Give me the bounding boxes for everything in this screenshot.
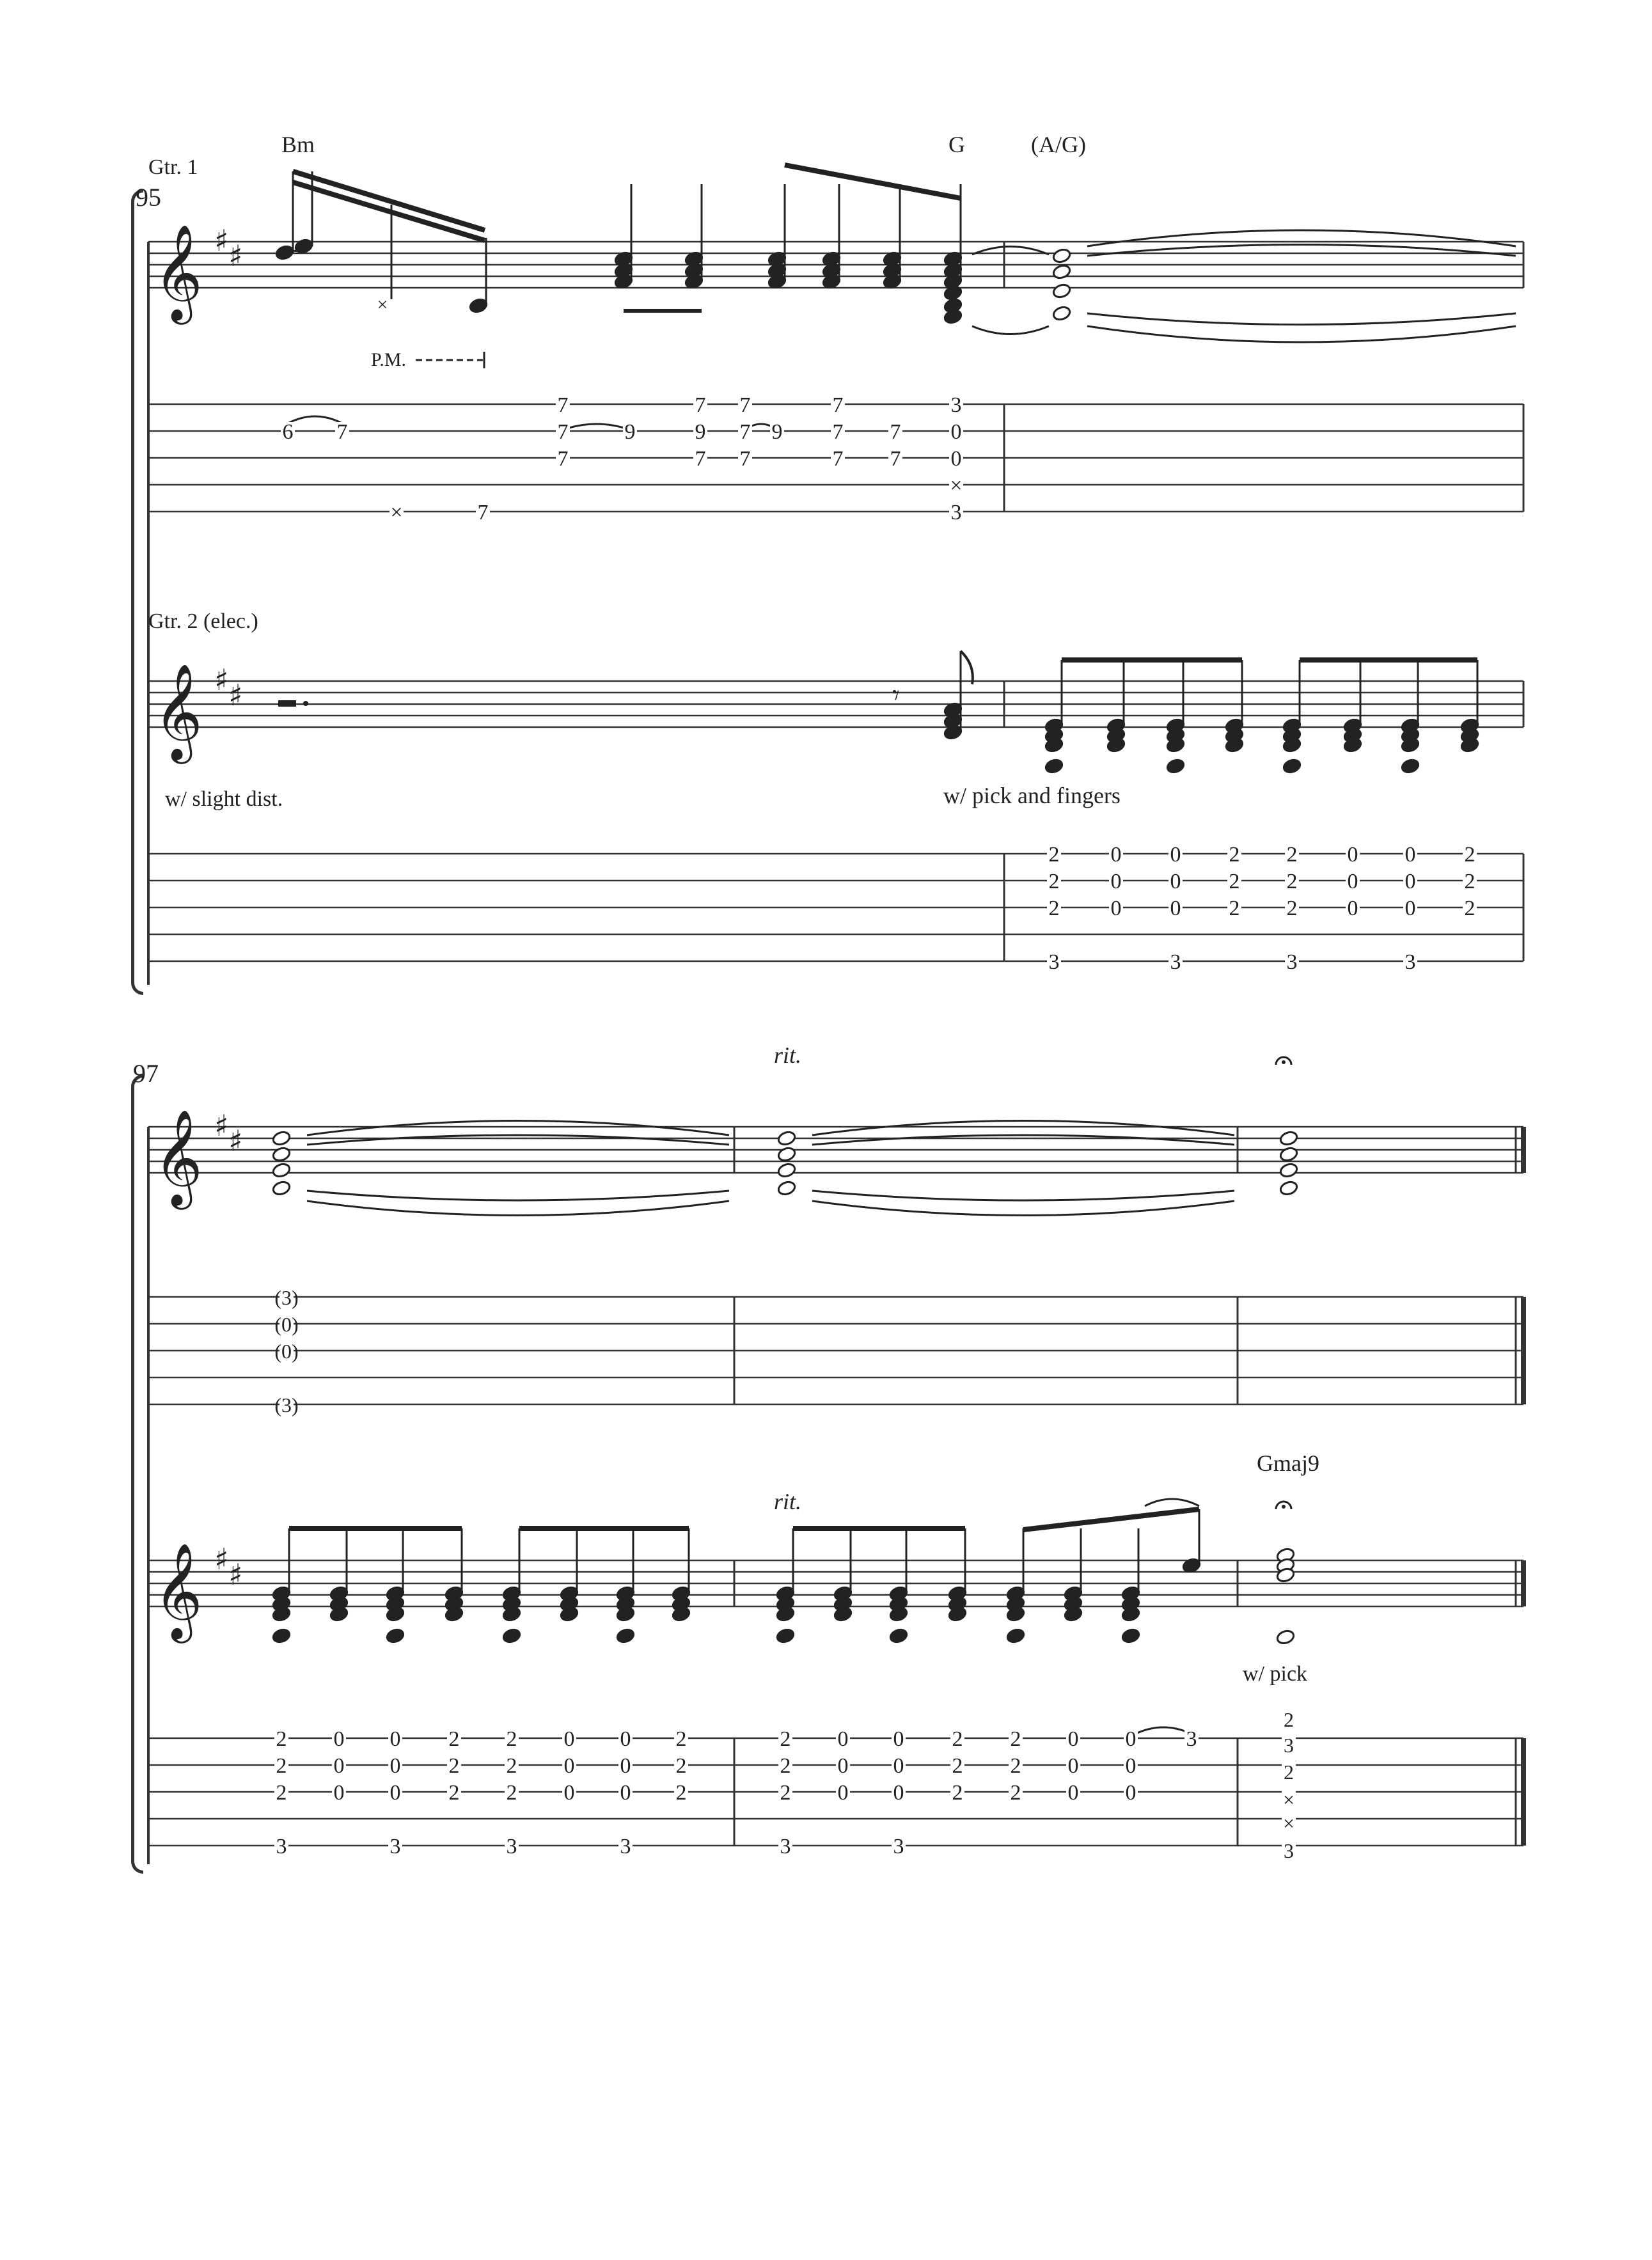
tab-fret-number: (3) bbox=[274, 1393, 299, 1416]
notehead bbox=[272, 1628, 292, 1644]
tab-fret-number: 0 bbox=[893, 1754, 904, 1778]
gtr1-label: Gtr. 1 bbox=[148, 155, 198, 179]
notehead bbox=[294, 238, 314, 255]
tab-fret-number: 7 bbox=[695, 447, 706, 471]
treble-clef-icon: 𝄞 bbox=[153, 223, 203, 320]
tab-fret-number: 0 bbox=[333, 1781, 345, 1805]
whole-notehead bbox=[777, 1146, 797, 1163]
tab-fret-number: 0 bbox=[837, 1781, 849, 1805]
tab-fret-number: 0 bbox=[620, 1754, 631, 1778]
tie bbox=[1087, 313, 1516, 325]
dot bbox=[303, 701, 308, 706]
tie bbox=[1087, 245, 1516, 256]
tab-fret-number: 0 bbox=[837, 1754, 849, 1778]
tie bbox=[288, 416, 342, 423]
tab-fret-number: 2 bbox=[1286, 897, 1298, 920]
tab-fret-number: 7 bbox=[890, 420, 901, 444]
tab-fret-number: 2 bbox=[952, 1754, 963, 1778]
tab-fret-number: 3 bbox=[1048, 950, 1060, 974]
tab-fret-number: 3 bbox=[950, 393, 962, 417]
ritardando-1: rit. bbox=[774, 1042, 802, 1068]
tab-fret-number: 2 bbox=[1464, 897, 1475, 920]
sharp-icon: ♯ bbox=[214, 223, 229, 258]
tab-fret-number: 9 bbox=[771, 420, 783, 444]
sharp-icon: ♯ bbox=[228, 678, 243, 712]
whole-notehead bbox=[1279, 1180, 1299, 1197]
whole-notehead bbox=[1052, 247, 1072, 264]
slight-dist-label: w/ slight dist. bbox=[165, 787, 283, 811]
tab-fret-number: 2 bbox=[952, 1781, 963, 1805]
tab-fret-number: 2 bbox=[1010, 1754, 1021, 1778]
tab-fret-number: 3 bbox=[620, 1835, 631, 1858]
tab-fret-number: 7 bbox=[477, 501, 489, 524]
tab-fret-number: 2 bbox=[1464, 870, 1475, 893]
tab-fret-number: 2 bbox=[1010, 1781, 1021, 1805]
tab-fret-number: 0 bbox=[333, 1754, 345, 1778]
tab-fret-number: 0 bbox=[1404, 843, 1416, 867]
tab-fret-number: 0 bbox=[1110, 897, 1122, 920]
tab-fret-number: 7 bbox=[557, 447, 569, 471]
whole-notehead bbox=[1279, 1130, 1299, 1147]
tie bbox=[1137, 1727, 1190, 1733]
w-pick-label: w/ pick bbox=[1243, 1662, 1308, 1686]
fermata-dot-icon bbox=[1282, 1505, 1286, 1509]
tab-fret-number: 0 bbox=[1110, 843, 1122, 867]
tab-fret-number: 3 bbox=[1286, 950, 1298, 974]
tab-fret-number: 2 bbox=[448, 1754, 460, 1778]
tab-fret-number: 2 bbox=[506, 1727, 517, 1751]
tab-fret-number: 2 bbox=[1048, 843, 1060, 867]
whole-notehead bbox=[777, 1180, 797, 1197]
tie bbox=[563, 424, 630, 430]
tab-fret-number: 2 bbox=[276, 1781, 287, 1805]
tab-fret-number: 3 bbox=[1284, 1734, 1294, 1757]
notehead bbox=[502, 1628, 522, 1644]
gtr2-label: Gtr. 2 (elec.) bbox=[148, 609, 258, 633]
tab-fret-number: 2 bbox=[506, 1781, 517, 1805]
tab-fret-number: 0 bbox=[1347, 843, 1358, 867]
tab-fret-number: 9 bbox=[624, 420, 636, 444]
tab-fret-number: 0 bbox=[563, 1754, 575, 1778]
tab-fret-number: 3 bbox=[780, 1835, 791, 1858]
tie bbox=[812, 1191, 1234, 1200]
tab-fret-number: 0 bbox=[950, 420, 962, 444]
tab-fret-number: 7 bbox=[557, 420, 569, 444]
tab-fret-number: (3) bbox=[274, 1286, 299, 1309]
tie bbox=[972, 326, 1049, 334]
tab-fret-number: 2 bbox=[1010, 1727, 1021, 1751]
tab-fret-number: 3 bbox=[389, 1835, 401, 1858]
notehead bbox=[776, 1628, 796, 1644]
beam bbox=[293, 182, 485, 240]
tab-fret-number: 0 bbox=[333, 1727, 345, 1751]
tab-fret-number: 3 bbox=[1284, 1839, 1294, 1862]
tab-fret-number: 0 bbox=[389, 1727, 401, 1751]
tie bbox=[1145, 1499, 1199, 1506]
notehead bbox=[1401, 758, 1420, 774]
tab-fret-number: 3 bbox=[1404, 950, 1416, 974]
chord-bm: Bm bbox=[281, 132, 315, 157]
tab-fret-number: 3 bbox=[893, 1835, 904, 1858]
tab-fret-number: 2 bbox=[675, 1781, 687, 1805]
tab-fret-number: 0 bbox=[1067, 1781, 1079, 1805]
tab-fret-number: 2 bbox=[1286, 870, 1298, 893]
sharp-icon: ♯ bbox=[214, 663, 229, 697]
fermata-dot-icon bbox=[1282, 1060, 1286, 1064]
tab-fret-number: 0 bbox=[620, 1781, 631, 1805]
tab-fret-number: 0 bbox=[1125, 1727, 1137, 1751]
tab-fret-number: 7 bbox=[695, 393, 706, 417]
flag bbox=[961, 651, 973, 684]
tab-fret-number: 2 bbox=[448, 1781, 460, 1805]
ritardando-2: rit. bbox=[774, 1489, 802, 1514]
tab-fret-number: 2 bbox=[276, 1754, 287, 1778]
tab-fret-number: 0 bbox=[389, 1781, 401, 1805]
sharp-icon: ♯ bbox=[214, 1108, 229, 1143]
tab-fret-number: 0 bbox=[950, 447, 962, 471]
tie bbox=[307, 1191, 729, 1200]
tab-fret-number: 2 bbox=[448, 1727, 460, 1751]
tab-fret-number: 7 bbox=[557, 393, 569, 417]
notehead bbox=[1282, 758, 1302, 774]
whole-notehead bbox=[272, 1162, 292, 1179]
measure-number-97: 97 bbox=[133, 1059, 159, 1088]
tab-fret-number: 0 bbox=[1067, 1754, 1079, 1778]
tab-fret-number: 3 bbox=[276, 1835, 287, 1858]
tab-fret-number: 0 bbox=[837, 1727, 849, 1751]
tab-fret-number: 2 bbox=[1464, 843, 1475, 867]
tab-fret-number: 2 bbox=[675, 1754, 687, 1778]
tab-fret-number: 0 bbox=[563, 1727, 575, 1751]
tab-fret-number: 6 bbox=[282, 420, 294, 444]
sharp-icon: ♯ bbox=[214, 1542, 229, 1576]
tab-fret-number: × bbox=[1282, 1788, 1295, 1811]
tab-fret-number: 2 bbox=[1286, 843, 1298, 867]
notehead bbox=[1121, 1628, 1141, 1644]
x-notehead-icon: × bbox=[377, 294, 388, 315]
tie bbox=[307, 1135, 729, 1145]
whole-notehead bbox=[272, 1180, 292, 1197]
tab-fret-number: 0 bbox=[1404, 870, 1416, 893]
whole-notehead bbox=[1279, 1146, 1299, 1163]
beam bbox=[293, 171, 485, 230]
tab-fret-number: 7 bbox=[739, 393, 751, 417]
tab-fret-number: 0 bbox=[1067, 1727, 1079, 1751]
tab-fret-number: 3 bbox=[506, 1835, 517, 1858]
tab-fret-number: 0 bbox=[1404, 897, 1416, 920]
tab-fret-number: 2 bbox=[780, 1781, 791, 1805]
tab-fret-number: 2 bbox=[780, 1754, 791, 1778]
tab-fret-number: 3 bbox=[950, 501, 962, 524]
tab-fret-number: × bbox=[390, 501, 403, 524]
tab-fret-number: 3 bbox=[1170, 950, 1181, 974]
tab-fret-number: 7 bbox=[832, 447, 844, 471]
tab-fret-number: 3 bbox=[1186, 1727, 1197, 1751]
tab-fret-number: 0 bbox=[1347, 897, 1358, 920]
tab-fret-number: × bbox=[1282, 1812, 1295, 1835]
pick-fingers-label: w/ pick and fingers bbox=[943, 783, 1121, 808]
palm-mute-label: P.M. bbox=[371, 349, 407, 370]
tab-fret-number: 2 bbox=[506, 1754, 517, 1778]
chord-g: G bbox=[948, 132, 965, 157]
tab-fret-number: 7 bbox=[739, 447, 751, 471]
notehead bbox=[889, 1628, 909, 1644]
tab-fret-number: 7 bbox=[739, 420, 751, 444]
treble-clef-icon: 𝄞 bbox=[153, 663, 203, 760]
tab-fret-number: 2 bbox=[1048, 870, 1060, 893]
tie bbox=[1087, 326, 1516, 342]
whole-notehead bbox=[777, 1130, 797, 1147]
tab-fret-number: 2 bbox=[1048, 897, 1060, 920]
tab-fret-number: 0 bbox=[620, 1727, 631, 1751]
tab-fret-number: 7 bbox=[890, 447, 901, 471]
tie bbox=[812, 1121, 1234, 1136]
whole-notehead bbox=[1052, 263, 1072, 280]
tab-fret-number: 0 bbox=[1347, 870, 1358, 893]
notehead bbox=[1276, 1629, 1296, 1645]
tab-fret-number: 2 bbox=[1229, 870, 1240, 893]
tab-fret-number: 7 bbox=[832, 393, 844, 417]
treble-clef-icon: 𝄞 bbox=[153, 1108, 203, 1205]
tie bbox=[307, 1121, 729, 1136]
tab-fret-number: 0 bbox=[1110, 870, 1122, 893]
tab-fret-number: 2 bbox=[276, 1727, 287, 1751]
tab-fret-number: 9 bbox=[695, 420, 706, 444]
eighth-rest-icon: 𝄾 bbox=[892, 679, 900, 712]
staff-lines bbox=[148, 242, 1523, 1864]
tab-fret-number: (0) bbox=[274, 1340, 299, 1363]
tab-fret-number: 0 bbox=[1125, 1781, 1137, 1805]
tab-fret-number: 7 bbox=[832, 420, 844, 444]
tab-fret-number: 7 bbox=[336, 420, 348, 444]
tab-fret-number: 2 bbox=[1229, 843, 1240, 867]
chord-gmaj9: Gmaj9 bbox=[1257, 1450, 1319, 1476]
tab-fret-number: 2 bbox=[1229, 897, 1240, 920]
tab-fret-number: 0 bbox=[1170, 870, 1181, 893]
tab-fret-number: 0 bbox=[1170, 897, 1181, 920]
tab-fret-number: 0 bbox=[1170, 843, 1181, 867]
tie bbox=[307, 1201, 729, 1216]
tab-fret-number: 0 bbox=[893, 1727, 904, 1751]
whole-notehead bbox=[777, 1162, 797, 1179]
whole-notehead bbox=[1279, 1162, 1299, 1179]
whole-notehead bbox=[1052, 305, 1072, 322]
tie bbox=[812, 1201, 1234, 1216]
tab-fret-number: 2 bbox=[1284, 1708, 1294, 1731]
whole-notehead bbox=[1052, 283, 1072, 299]
sharp-icon: ♯ bbox=[228, 1124, 243, 1158]
whole-notehead bbox=[272, 1130, 292, 1147]
notehead bbox=[386, 1628, 405, 1644]
tab-fret-number: × bbox=[950, 474, 963, 498]
sharp-icon: ♯ bbox=[228, 239, 243, 273]
tie bbox=[812, 1135, 1234, 1145]
tab-fret-number: 2 bbox=[780, 1727, 791, 1751]
tab-fret-number: 2 bbox=[1284, 1761, 1294, 1784]
notehead bbox=[1006, 1628, 1026, 1644]
notehead bbox=[1044, 758, 1064, 774]
tab-fret-number: 0 bbox=[1125, 1754, 1137, 1778]
beam bbox=[1023, 1509, 1199, 1530]
measure-number-95: 95 bbox=[136, 183, 161, 212]
chord-a-over-g: (A/G) bbox=[1031, 132, 1086, 157]
tab-fret-number: 0 bbox=[893, 1781, 904, 1805]
tab-fret-number: 2 bbox=[675, 1727, 687, 1751]
tab-fret-number: 2 bbox=[952, 1727, 963, 1751]
tab-fret-number: (0) bbox=[274, 1313, 299, 1336]
beam bbox=[785, 165, 961, 198]
treble-clef-icon: 𝄞 bbox=[153, 1542, 203, 1639]
half-rest-icon bbox=[278, 700, 296, 707]
sharp-icon: ♯ bbox=[228, 1557, 243, 1592]
tab-fret-number: 0 bbox=[389, 1754, 401, 1778]
whole-notehead bbox=[272, 1146, 292, 1163]
tab-fret-number: 0 bbox=[563, 1781, 575, 1805]
notehead bbox=[1166, 758, 1186, 774]
notehead bbox=[616, 1628, 636, 1644]
